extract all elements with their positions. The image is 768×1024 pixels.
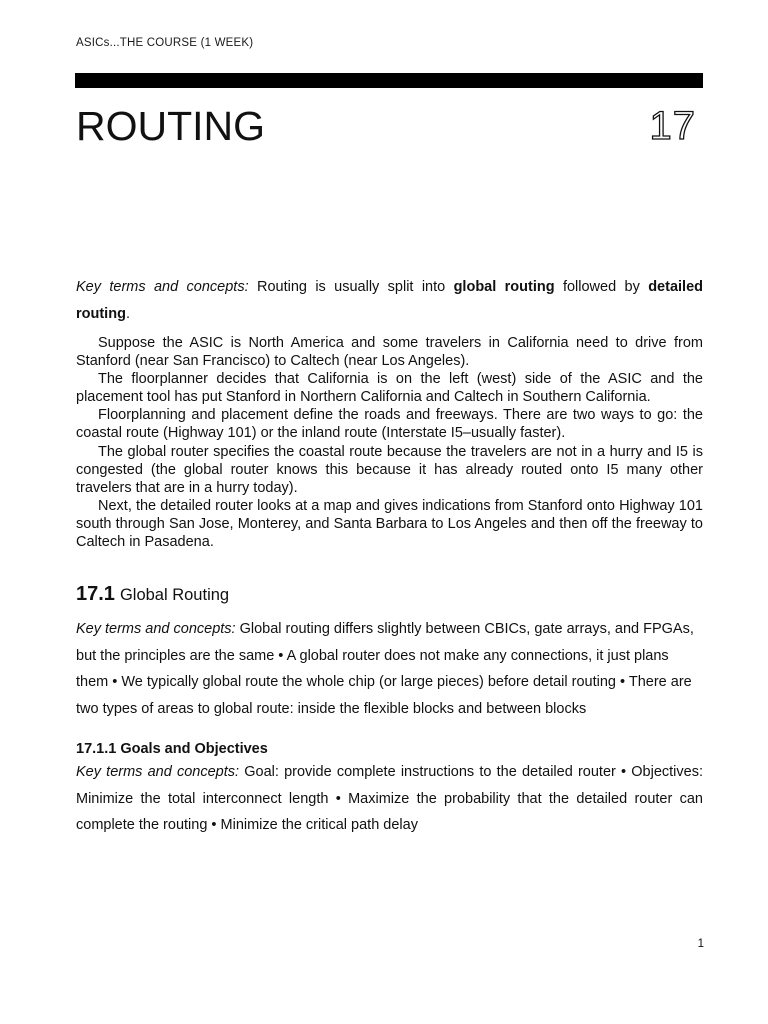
section-key-terms [76, 616, 703, 723]
body-paragraph: The global router specifies the coastal route because the travelers are not in a hurry and I5 is congested (the global router knows this because it has already routed onto I5 many other travelers that are in a hurry today). [76, 443, 703, 496]
intro-key-terms [76, 274, 703, 327]
body-paragraph: Next, the detailed router looks at a map and gives indications from Stanford onto Highway 101 south through San Jose, Monterey, and Santa Barbara to Los Angeles and then off the freeway to Caltech in Pasadena. [76, 497, 703, 551]
subsection-key-terms [76, 759, 703, 839]
subsection-key-terms-text: Goal: provide complete instructions to the detailed router • Objectives: Minimize the total interconnect length • Maximize the probability that the detailed router can complete the routing • Minimize the critical path delay [76, 764, 703, 834]
intro-text: Routing is usually split into [248, 279, 454, 295]
body-paragraph: The floorplanner decides that California is on the left (west) side of the ASIC and the placement tool has put Stanford in Northern California and Caltech in Southern California. [76, 371, 703, 406]
subsection-heading: 17.1.1 Goals and Objectives [76, 741, 268, 757]
page-number: 1 [697, 938, 704, 950]
term-global-routing: global routing [453, 279, 555, 295]
running-header: ASICs...THE COURSE (1 WEEK) [76, 37, 254, 49]
intro-text: . [125, 305, 130, 322]
key-terms-label: Key terms and concepts: [76, 764, 240, 780]
header-rule [75, 73, 703, 88]
key-terms-label: Key terms and concepts: [76, 621, 236, 637]
section-title: Global Routing [119, 586, 230, 604]
chapter-number: 17 [649, 104, 696, 148]
term-detailed-routing: detailed routing [76, 279, 703, 322]
section-number: 17.1 [76, 583, 115, 605]
chapter-title: ROUTING [76, 103, 266, 149]
section-key-terms-text: Global routing differs slightly between CBICs, gate arrays, and FPGAs, but the principles are the same • A global router does not make any connections, it just plans them • We typically global route the whole chip (or large pieces) before detail routing • There are two types of areas to global route: inside the flexible blocks and between blocks [76, 621, 694, 718]
body-paragraph: Suppose the ASIC is North America and some travelers in California need to drive from Stanford (near San Francisco) to Caltech (near Los Angeles). [76, 335, 703, 370]
body-paragraph: Floorplanning and placement define the roads and freeways. There are two ways to go: the coastal route (Highway 101) or the inland route (Interstate I5–usually faster). [76, 407, 703, 442]
analogy-body [76, 334, 703, 551]
intro-text: followed by [554, 279, 649, 295]
section-heading [76, 581, 229, 608]
key-terms-label: Key terms and concepts: [76, 279, 249, 295]
